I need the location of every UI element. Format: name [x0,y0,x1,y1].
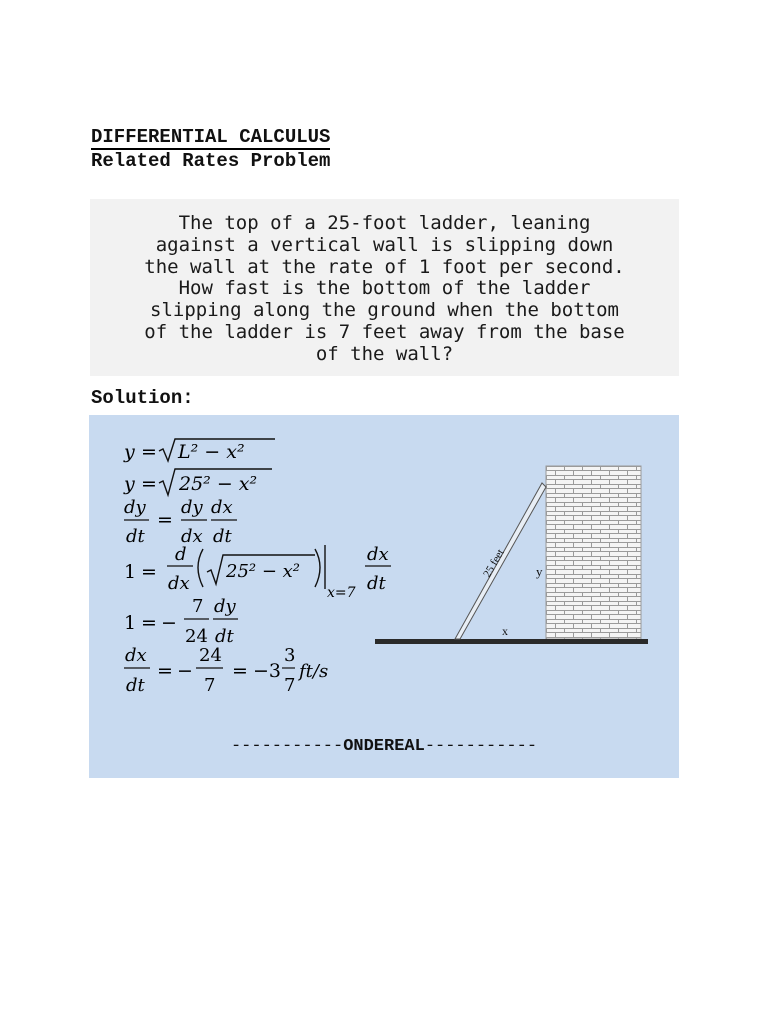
eq5-num2: dy [214,596,236,617]
equation-5 [124,596,238,647]
equals-sign: = [141,612,157,634]
brick-wall [546,466,641,639]
equation-1 [123,439,275,463]
eq3-num1: dy [124,497,146,518]
eq2-lhs: y [124,473,135,495]
eq6-den2: 7 [204,675,216,696]
document-title: DIFFERENTIAL CALCULUS [91,126,331,148]
eq5-lhs: 1 [124,612,137,634]
problem-line: How fast is the bottom of the ladder [178,277,591,300]
problem-line: The top of a 25-foot ladder, leaning [178,212,591,234]
solution-box [89,415,679,778]
eq3-num2: dy [181,497,203,518]
eq6-den3: 7 [284,675,296,696]
problem-statement [90,199,679,376]
equals-sign: = [141,473,157,495]
right-paren [315,549,320,587]
minus-sign: − [161,612,177,634]
eq6-den1: dt [126,675,145,696]
ground-line [375,639,648,644]
eq6-num2: 24 [199,645,222,666]
document-subtitle: Related Rates Problem [91,150,331,172]
eq1-lhs: y [124,441,135,463]
eq1-radicand: L² − x² [178,441,245,463]
footer-dashes-right: ----------- [424,737,538,756]
eq4-num1: d [175,544,187,565]
eq4-radicand: 25² − x² [226,561,301,582]
eq4-den1: dx [168,573,190,594]
equals-sign: = [232,660,248,682]
problem-line: against a vertical wall is slipping down [155,233,614,256]
footer-dashes-left: ----------- [230,737,344,756]
eq6-num3: 3 [284,645,296,666]
eq4-den2: dt [367,573,386,594]
equals-sign: = [157,660,173,682]
ladder-diagram [375,466,648,644]
left-paren [198,549,203,587]
eq3-num3: dx [211,497,233,518]
problem-line: slipping along the ground when the bottom [150,299,619,322]
footer-brand-line [89,737,679,756]
equation-3 [124,497,237,547]
footer-brand: ONDEREAL [343,737,425,756]
eq6-whole: −3 [253,660,282,682]
eq5-num1: 7 [192,596,204,617]
header [91,126,330,172]
equals-sign: = [141,561,157,583]
x-label: x [502,624,508,638]
eq6-unit: ft/s [299,661,329,682]
solution-label: Solution: [91,387,194,409]
eq3-den2: dx [181,526,203,547]
ladder-length-label: 25 feet [481,547,507,580]
eq4-num2: dx [367,544,389,565]
problem-line: of the wall? [315,342,454,365]
equation-6 [124,645,328,696]
eq2-radicand: 25² − x² [179,473,258,495]
eq4-lhs: 1 [124,561,137,583]
equation-2 [123,469,272,495]
minus-sign: − [177,660,193,682]
problem-line: the wall at the rate of 1 foot per second. [144,255,625,278]
equals-sign: = [157,509,173,531]
solution-svg [89,415,679,778]
eq5-den1: 24 [185,626,208,647]
eq4-subscript: x=7 [327,585,356,601]
eq6-num1: dx [125,645,147,666]
eq5-den2: dt [215,626,234,647]
eq3-den1: dt [126,526,145,547]
problem-line: of the ladder is 7 feet away from the base [144,320,625,343]
eq3-den3: dt [213,526,232,547]
equation-4 [124,544,391,601]
equals-sign: = [141,441,157,463]
y-label: y [536,564,543,579]
